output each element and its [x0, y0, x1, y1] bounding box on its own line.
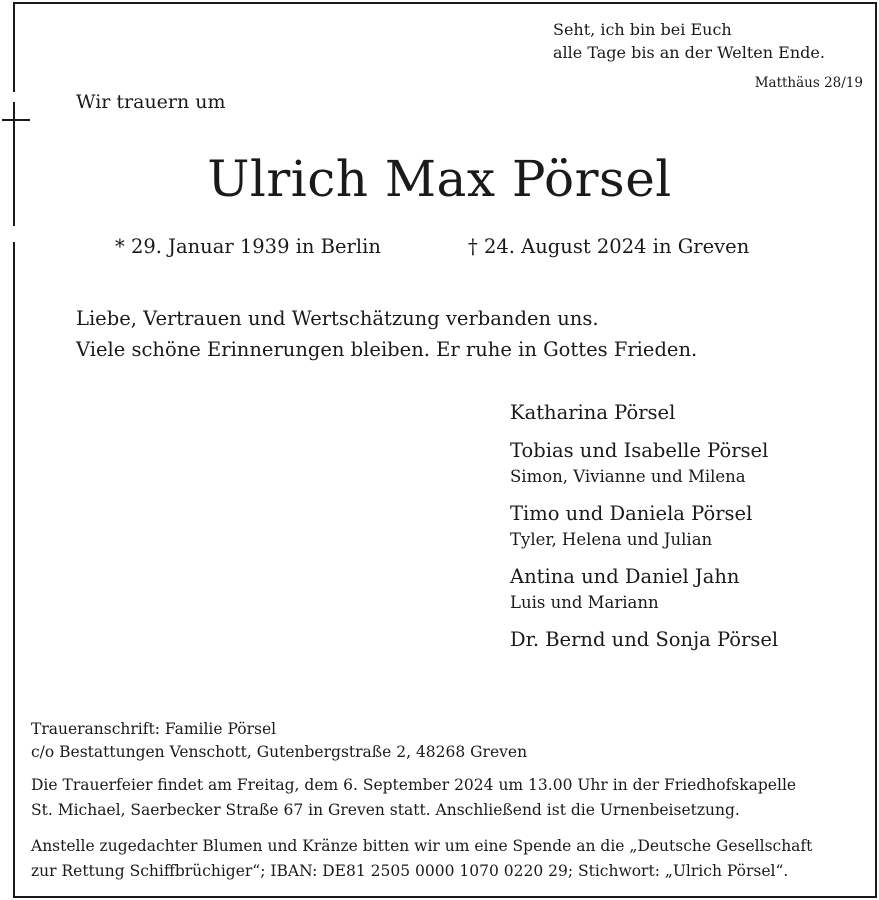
mourner-name: Dr. Bernd und Sonja Pörsel: [510, 628, 779, 651]
donation-line-1: Anstelle zugedachter Blumen und Kränze bitten wir um eine Spende an die „Deutsche Gesellschaft: [31, 837, 813, 855]
deceased-name: Ulrich Max Pörsel: [207, 150, 672, 208]
mourner-group: [510, 400, 778, 426]
sentiment-line-2: Viele schöne Erinnerungen bleiben. Er ruhe in Gottes Frieden.: [76, 338, 698, 361]
verse-line-1: Seht, ich bin bei Euch: [553, 20, 732, 39]
birth-date: * 29. Januar 1939 in Berlin: [115, 235, 381, 258]
death-date: † 24. August 2024 in Greven: [468, 235, 750, 258]
cross-horizontal-bar: [2, 119, 30, 121]
donation-line-2: zur Rettung Schiffbrüchiger“; IBAN: DE81 2505 0000 1070 0220 29; Stichwort: „Ulrich Pörsel“.: [31, 862, 789, 880]
address-line-2: c/o Bestattungen Venschott, Gutenbergstraße 2, 48268 Greven: [31, 743, 528, 761]
mourner-name: Tobias und Isabelle Pörsel: [510, 439, 769, 462]
mourner-children: Luis und Mariann: [510, 593, 659, 612]
verse-line-2: alle Tage bis an der Welten Ende.: [553, 43, 825, 62]
mourner-name: Antina und Daniel Jahn: [510, 565, 740, 588]
mourner-group: [510, 438, 778, 489]
donation-info: [31, 834, 812, 884]
funeral-service-info: [31, 773, 796, 823]
mourner-group: [510, 627, 778, 653]
mourner-name: Timo und Daniela Pörsel: [510, 502, 753, 525]
sentiment-line-1: Liebe, Vertrauen und Wertschätzung verbanden uns.: [76, 307, 599, 330]
service-line-2: St. Michael, Saerbecker Straße 67 in Greven statt. Anschließend ist die Urnenbeisetzung.: [31, 801, 740, 819]
intro-text: Wir trauern um: [76, 91, 226, 113]
mourner-group: [510, 564, 778, 615]
mourner-name: Katharina Pörsel: [510, 401, 676, 424]
sentiment-text: [76, 303, 697, 365]
mourner-group: [510, 501, 778, 552]
mourners-list: [510, 400, 778, 665]
mourner-children: Simon, Vivianne und Milena: [510, 467, 746, 486]
address-line-1: Traueranschrift: Familie Pörsel: [31, 720, 277, 738]
bible-verse: [553, 18, 825, 64]
mourning-address: [31, 718, 527, 764]
verse-reference: Matthäus 28/19: [754, 75, 863, 91]
service-line-1: Die Trauerfeier findet am Freitag, dem 6. September 2024 um 13.00 Uhr in der Friedhofskapelle: [31, 776, 797, 794]
mourner-children: Tyler, Helena und Julian: [510, 530, 713, 549]
